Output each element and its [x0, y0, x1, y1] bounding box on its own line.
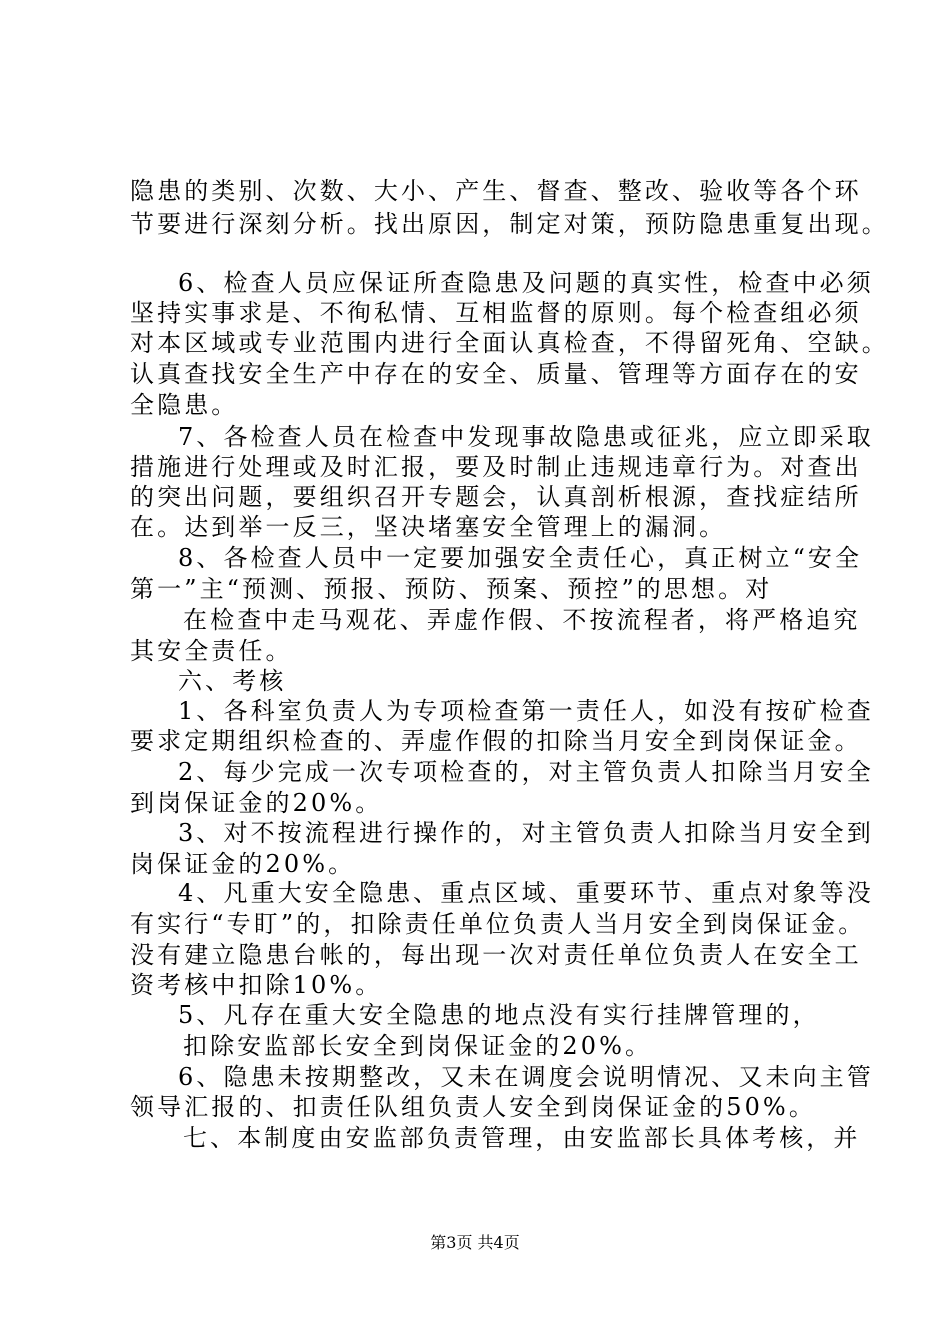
text-line: 节要进行深刻分析。找出原因，制定对策，预防隐患重复出现。 [130, 210, 889, 238]
text-line: 3、对不按流程进行操作的，对主管负责人扣除当月安全到 [178, 819, 874, 847]
text-line: 资考核中扣除10%。 [130, 971, 383, 999]
text-line: 认真查找安全生产中存在的安全、质量、管理等方面存在的安 [130, 360, 862, 388]
text-line: 在。达到举一反三，坚决堵塞安全管理上的漏洞。 [130, 513, 727, 541]
text-line: 坚持实事求是、不徇私情、互相监督的原则。每个检查组必须 [130, 299, 862, 327]
text-line: 七、本制度由安监部负责管理，由安监部长具体考核，并 [183, 1124, 861, 1152]
text-line: 对本区域或专业范围内进行全面认真检查，不得留死角、空缺。 [130, 329, 889, 357]
text-line: 7、各检查人员在检查中发现事故隐患或征兆，应立即采取 [178, 423, 874, 451]
page-footer: 第3页 共4页 [430, 1233, 520, 1252]
text-line: 6、检查人员应保证所查隐患及问题的真实性，检查中必须 [178, 269, 874, 297]
text-line: 其安全责任。 [130, 637, 293, 665]
text-line: 5、凡存在重大安全隐患的地点没有实行挂牌管理的， [178, 1001, 820, 1029]
text-line: 全隐患。 [130, 391, 239, 419]
text-line: 岗保证金的20%。 [130, 850, 356, 878]
text-line: 扣除安监部长安全到岗保证金的20%。 [183, 1032, 653, 1060]
text-line: 有实行“专盯”的，扣除责任单位负责人当月安全到岗保证金。 [130, 910, 866, 938]
text-line: 在检查中走马观花、弄虚作假、不按流程者，将严格追究 [183, 606, 861, 634]
text-line: 措施进行处理或及时汇报，要及时制止违规违章行为。对查出 [130, 453, 862, 481]
text-line: 的突出问题，要组织召开专题会，认真剖析根源，查找症结所 [130, 483, 862, 511]
text-line: 6、隐患未按期整改，又未在调度会说明情况、又未向主管 [178, 1063, 874, 1091]
text-line: 到岗保证金的20%。 [130, 789, 383, 817]
text-line: 要求定期组织检查的、弄虚作假的扣除当月安全到岗保证金。 [130, 727, 862, 755]
text-line: 8、各检查人员中一定要加强安全责任心，真正树立“安全 [178, 544, 863, 572]
text-line: 没有建立隐患台帐的，每出现一次对责任单位负责人在安全工 [130, 941, 862, 969]
section-heading: 六、考核 [178, 667, 287, 695]
text-line: 4、凡重大安全隐患、重点区域、重要环节、重点对象等没 [178, 879, 874, 907]
text-line: 第一”主“预测、预报、预防、预案、预控”的思想。对 [130, 575, 773, 603]
text-line: 领导汇报的、扣责任队组负责人安全到岗保证金的50%。 [130, 1093, 816, 1121]
text-line: 隐患的类别、次数、大小、产生、督查、整改、验收等各个环 [130, 177, 862, 205]
text-line: 2、每少完成一次专项检查的，对主管负责人扣除当月安全 [178, 758, 874, 786]
text-line: 1、各科室负责人为专项检查第一责任人，如没有按矿检查 [178, 697, 874, 725]
